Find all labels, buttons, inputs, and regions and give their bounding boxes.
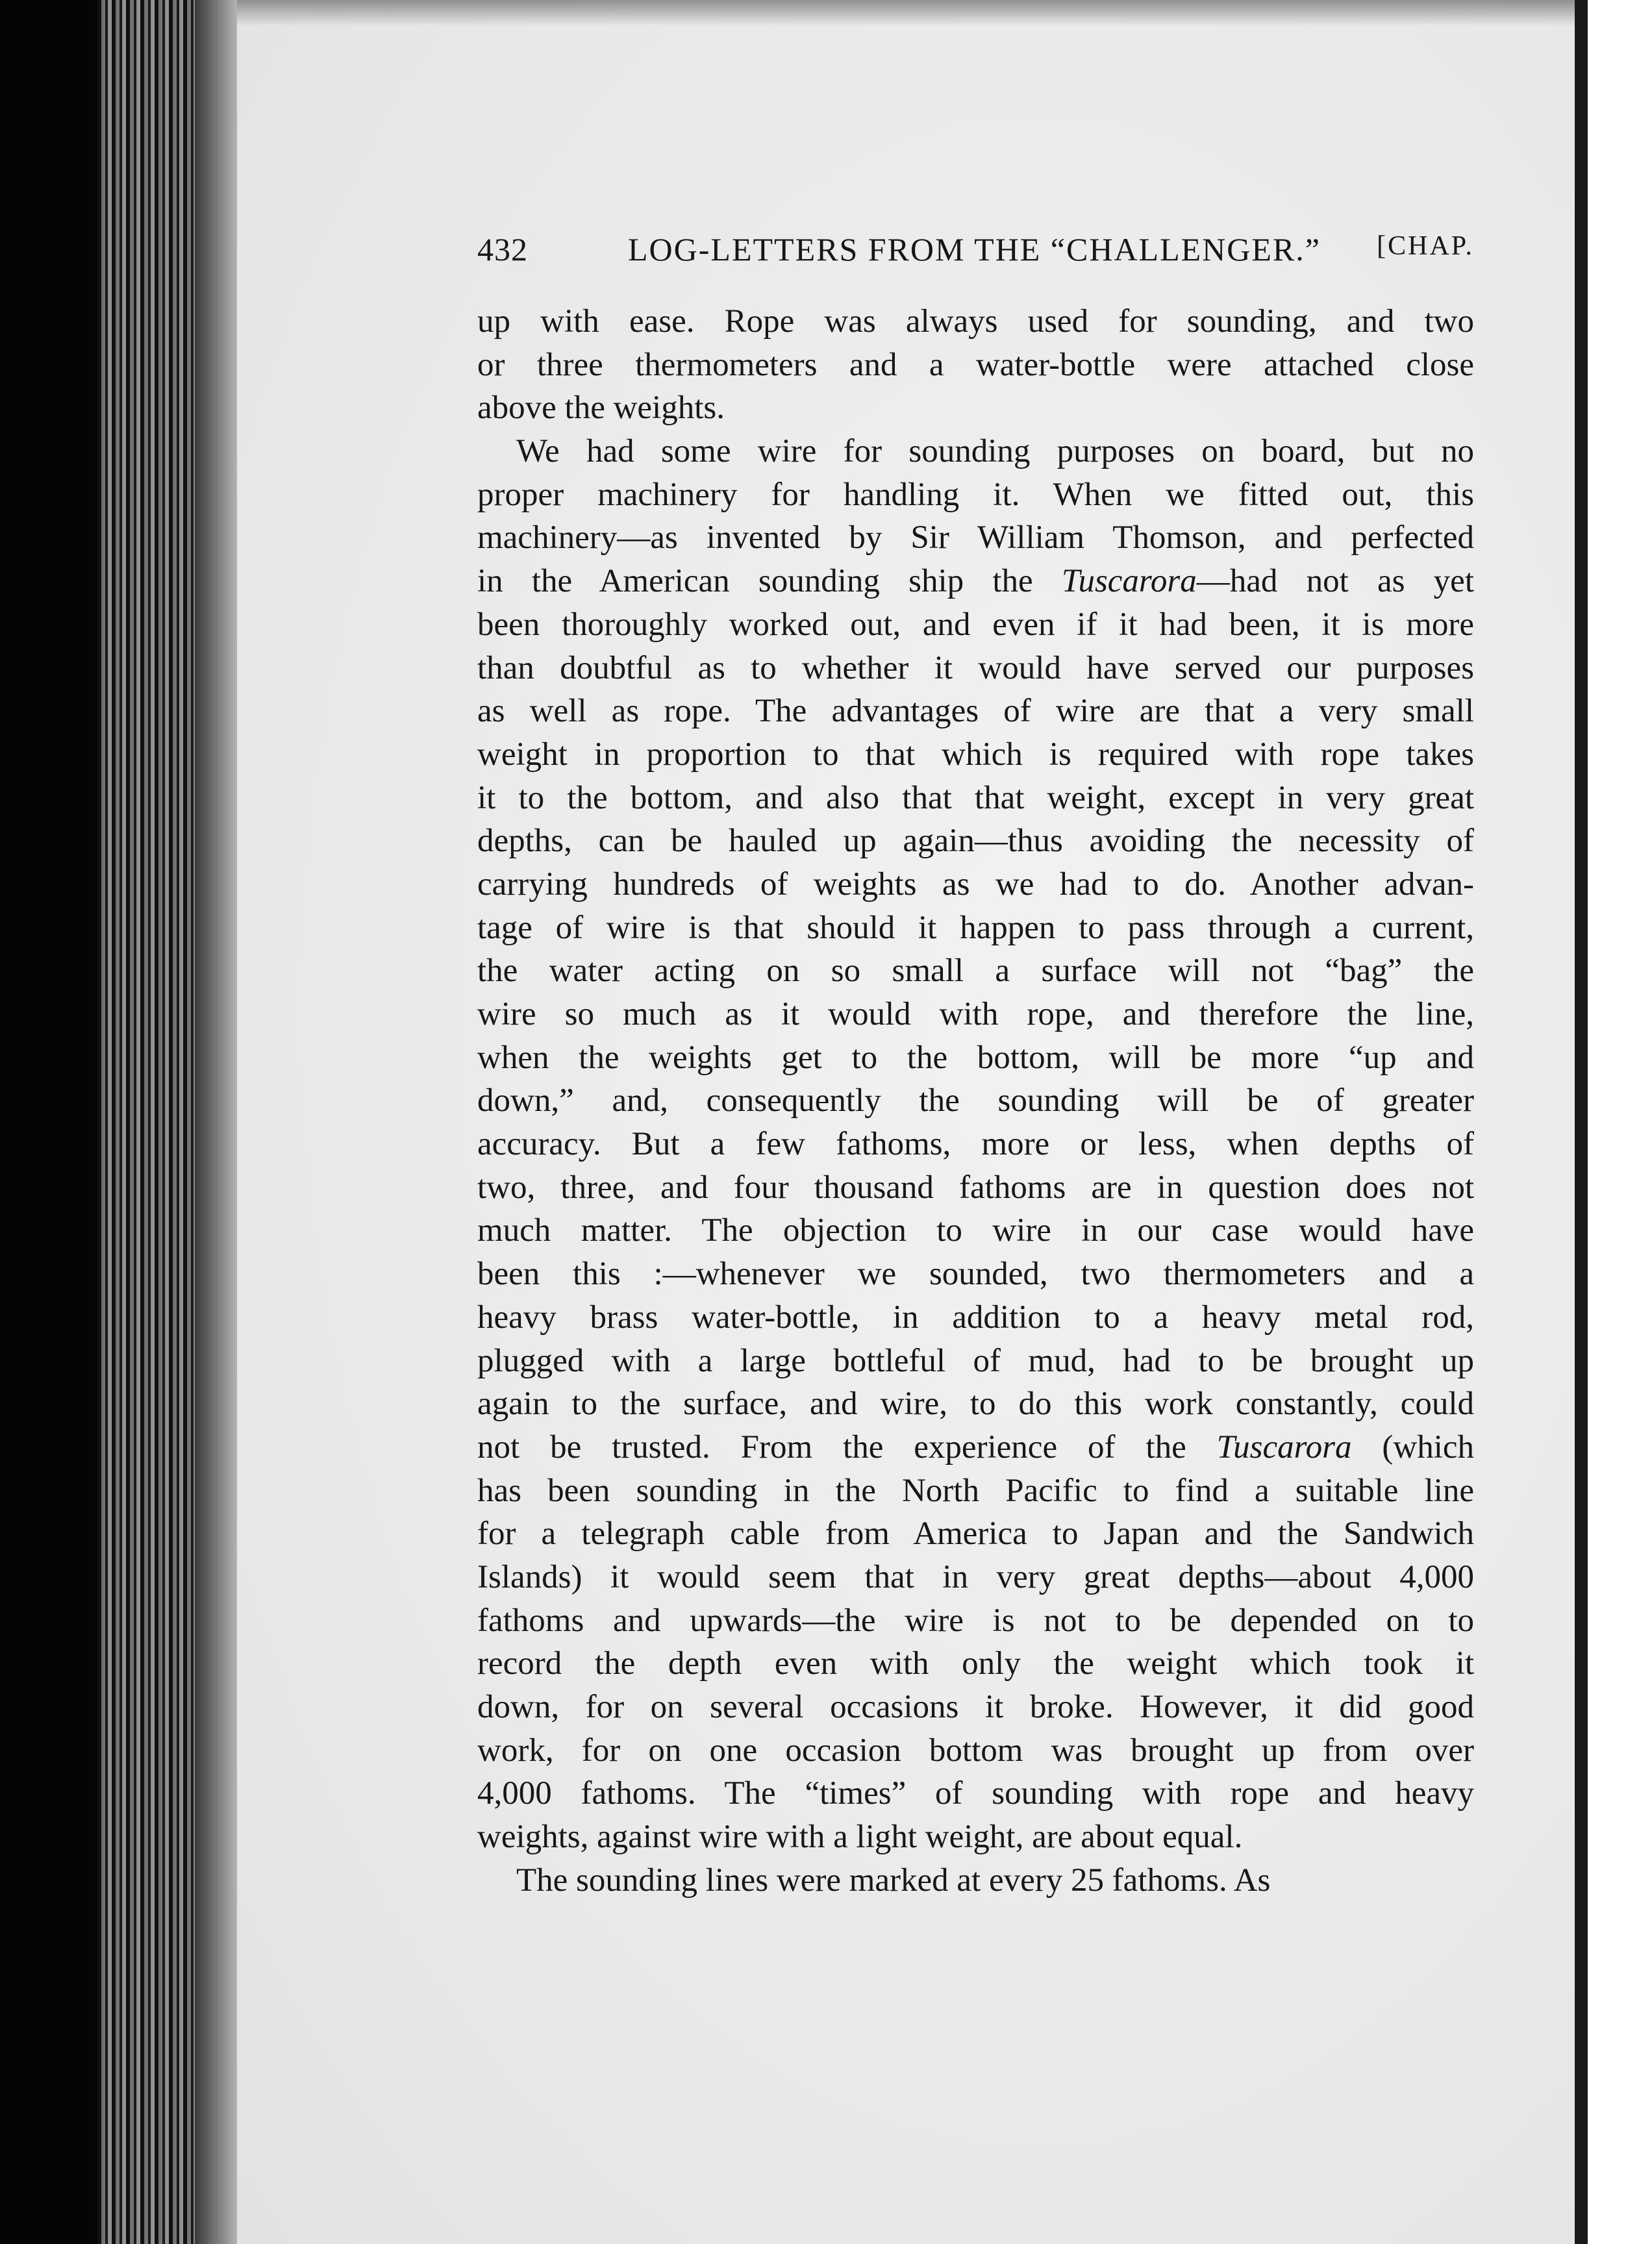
- text-line: depths, can be hauled up again—thus avoiding the necessity of: [477, 823, 1474, 860]
- text-line: the water acting on so small a surface will not “bag” the: [477, 953, 1474, 990]
- text-line: much matter. The objection to wire in our case would have: [477, 1212, 1474, 1249]
- text-line: down, for on several occasions it broke. However, it did good: [477, 1689, 1474, 1725]
- text-line: [477, 1426, 1474, 1469]
- paragraph: [477, 300, 1474, 430]
- text-segment: —had not as yet: [1196, 563, 1474, 600]
- paragraph: [477, 1859, 1474, 1902]
- text-segment: in the American sounding ship the: [477, 563, 1062, 600]
- italic-ship-name: Tuscarora: [1216, 1428, 1352, 1465]
- text-line: Islands) it would seem that in very great depths—about 4,000: [477, 1558, 1474, 1595]
- text-segment: not be trusted. From the experience of the: [477, 1428, 1217, 1465]
- text-line: The sounding lines were marked at every 25 fathoms. As: [516, 1862, 1271, 1899]
- top-shadow: [237, 0, 1575, 26]
- text-line: wire so much as it would with rope, and therefore the line,: [477, 996, 1474, 1032]
- text-line: been thoroughly worked out, and even if it had been, it is more: [477, 606, 1474, 643]
- text-line: machinery—as invented by Sir William Thomson, and perfected: [477, 519, 1474, 556]
- text-line: We had some wire for sounding purposes on board, but no: [516, 433, 1474, 470]
- text-line: work, for on one occasion bottom was brought up from over: [477, 1732, 1474, 1769]
- text-line: or three thermometers and a water-bottle were attached close: [477, 346, 1474, 383]
- book-binding: [0, 0, 97, 2244]
- text-line: 4,000 fathoms. The “times” of sounding with rope and heavy: [477, 1775, 1474, 1812]
- text-line: plugged with a large bottleful of mud, had to be brought up: [477, 1342, 1474, 1379]
- text-line: record the depth even with only the weight which took it: [477, 1645, 1474, 1682]
- right-page-edge: [1575, 0, 1588, 2244]
- text-line: up with ease. Rope was always used for sounding, and two: [477, 303, 1474, 340]
- text-line: weights, against wire with a light weight, are about equal.: [477, 1819, 1243, 1856]
- text-line: proper machinery for handling it. When we fitted out, this: [477, 476, 1474, 513]
- text-line: weight in proportion to that which is required with rope takes: [477, 736, 1474, 773]
- text-line: two, three, and four thousand fathoms are in question does not: [477, 1169, 1474, 1206]
- text-line: than doubtful as to whether it would have served our purposes: [477, 649, 1474, 686]
- text-line: [477, 560, 1474, 603]
- paragraph: [477, 430, 1474, 1859]
- text-line: accuracy. But a few fathoms, more or less, when depths of: [477, 1126, 1474, 1163]
- text-line: for a telegraph cable from America to Japan and the Sandwich: [477, 1515, 1474, 1552]
- text-line: has been sounding in the North Pacific to find a suitable line: [477, 1472, 1474, 1509]
- text-line: fathoms and upwards—the wire is not to be depended on to: [477, 1602, 1474, 1639]
- page-number: 432: [477, 231, 528, 268]
- chapter-mark: [CHAP.: [1377, 231, 1474, 261]
- scan-margin: [1588, 0, 1652, 2244]
- text-line: when the weights get to the bottom, will be more “up and: [477, 1039, 1474, 1076]
- running-title: LOG-LETTERS FROM THE “CHALLENGER.”: [628, 231, 1321, 268]
- text-line: down,” and, consequently the sounding will be of greater: [477, 1082, 1474, 1119]
- text-line: tage of wire is that should it happen to pass through a current,: [477, 909, 1474, 946]
- text-line: been this :—whenever we sounded, two thermometers and a: [477, 1256, 1474, 1293]
- text-line: carrying hundreds of weights as we had to do. Another advan-: [477, 866, 1474, 903]
- text-segment: (which: [1351, 1428, 1475, 1465]
- text-line: again to the surface, and wire, to do this work constantly, could: [477, 1386, 1474, 1423]
- text-line: as well as rope. The advantages of wire are that a very small: [477, 693, 1474, 730]
- text-line: heavy brass water-bottle, in addition to a heavy metal rod,: [477, 1299, 1474, 1336]
- text-line: it to the bottom, and also that that weight, except in very great: [477, 779, 1474, 816]
- text-line: above the weights.: [477, 390, 725, 427]
- italic-ship-name: Tuscarora: [1061, 563, 1197, 600]
- body-text: [477, 300, 1474, 1902]
- running-head: [477, 231, 1474, 276]
